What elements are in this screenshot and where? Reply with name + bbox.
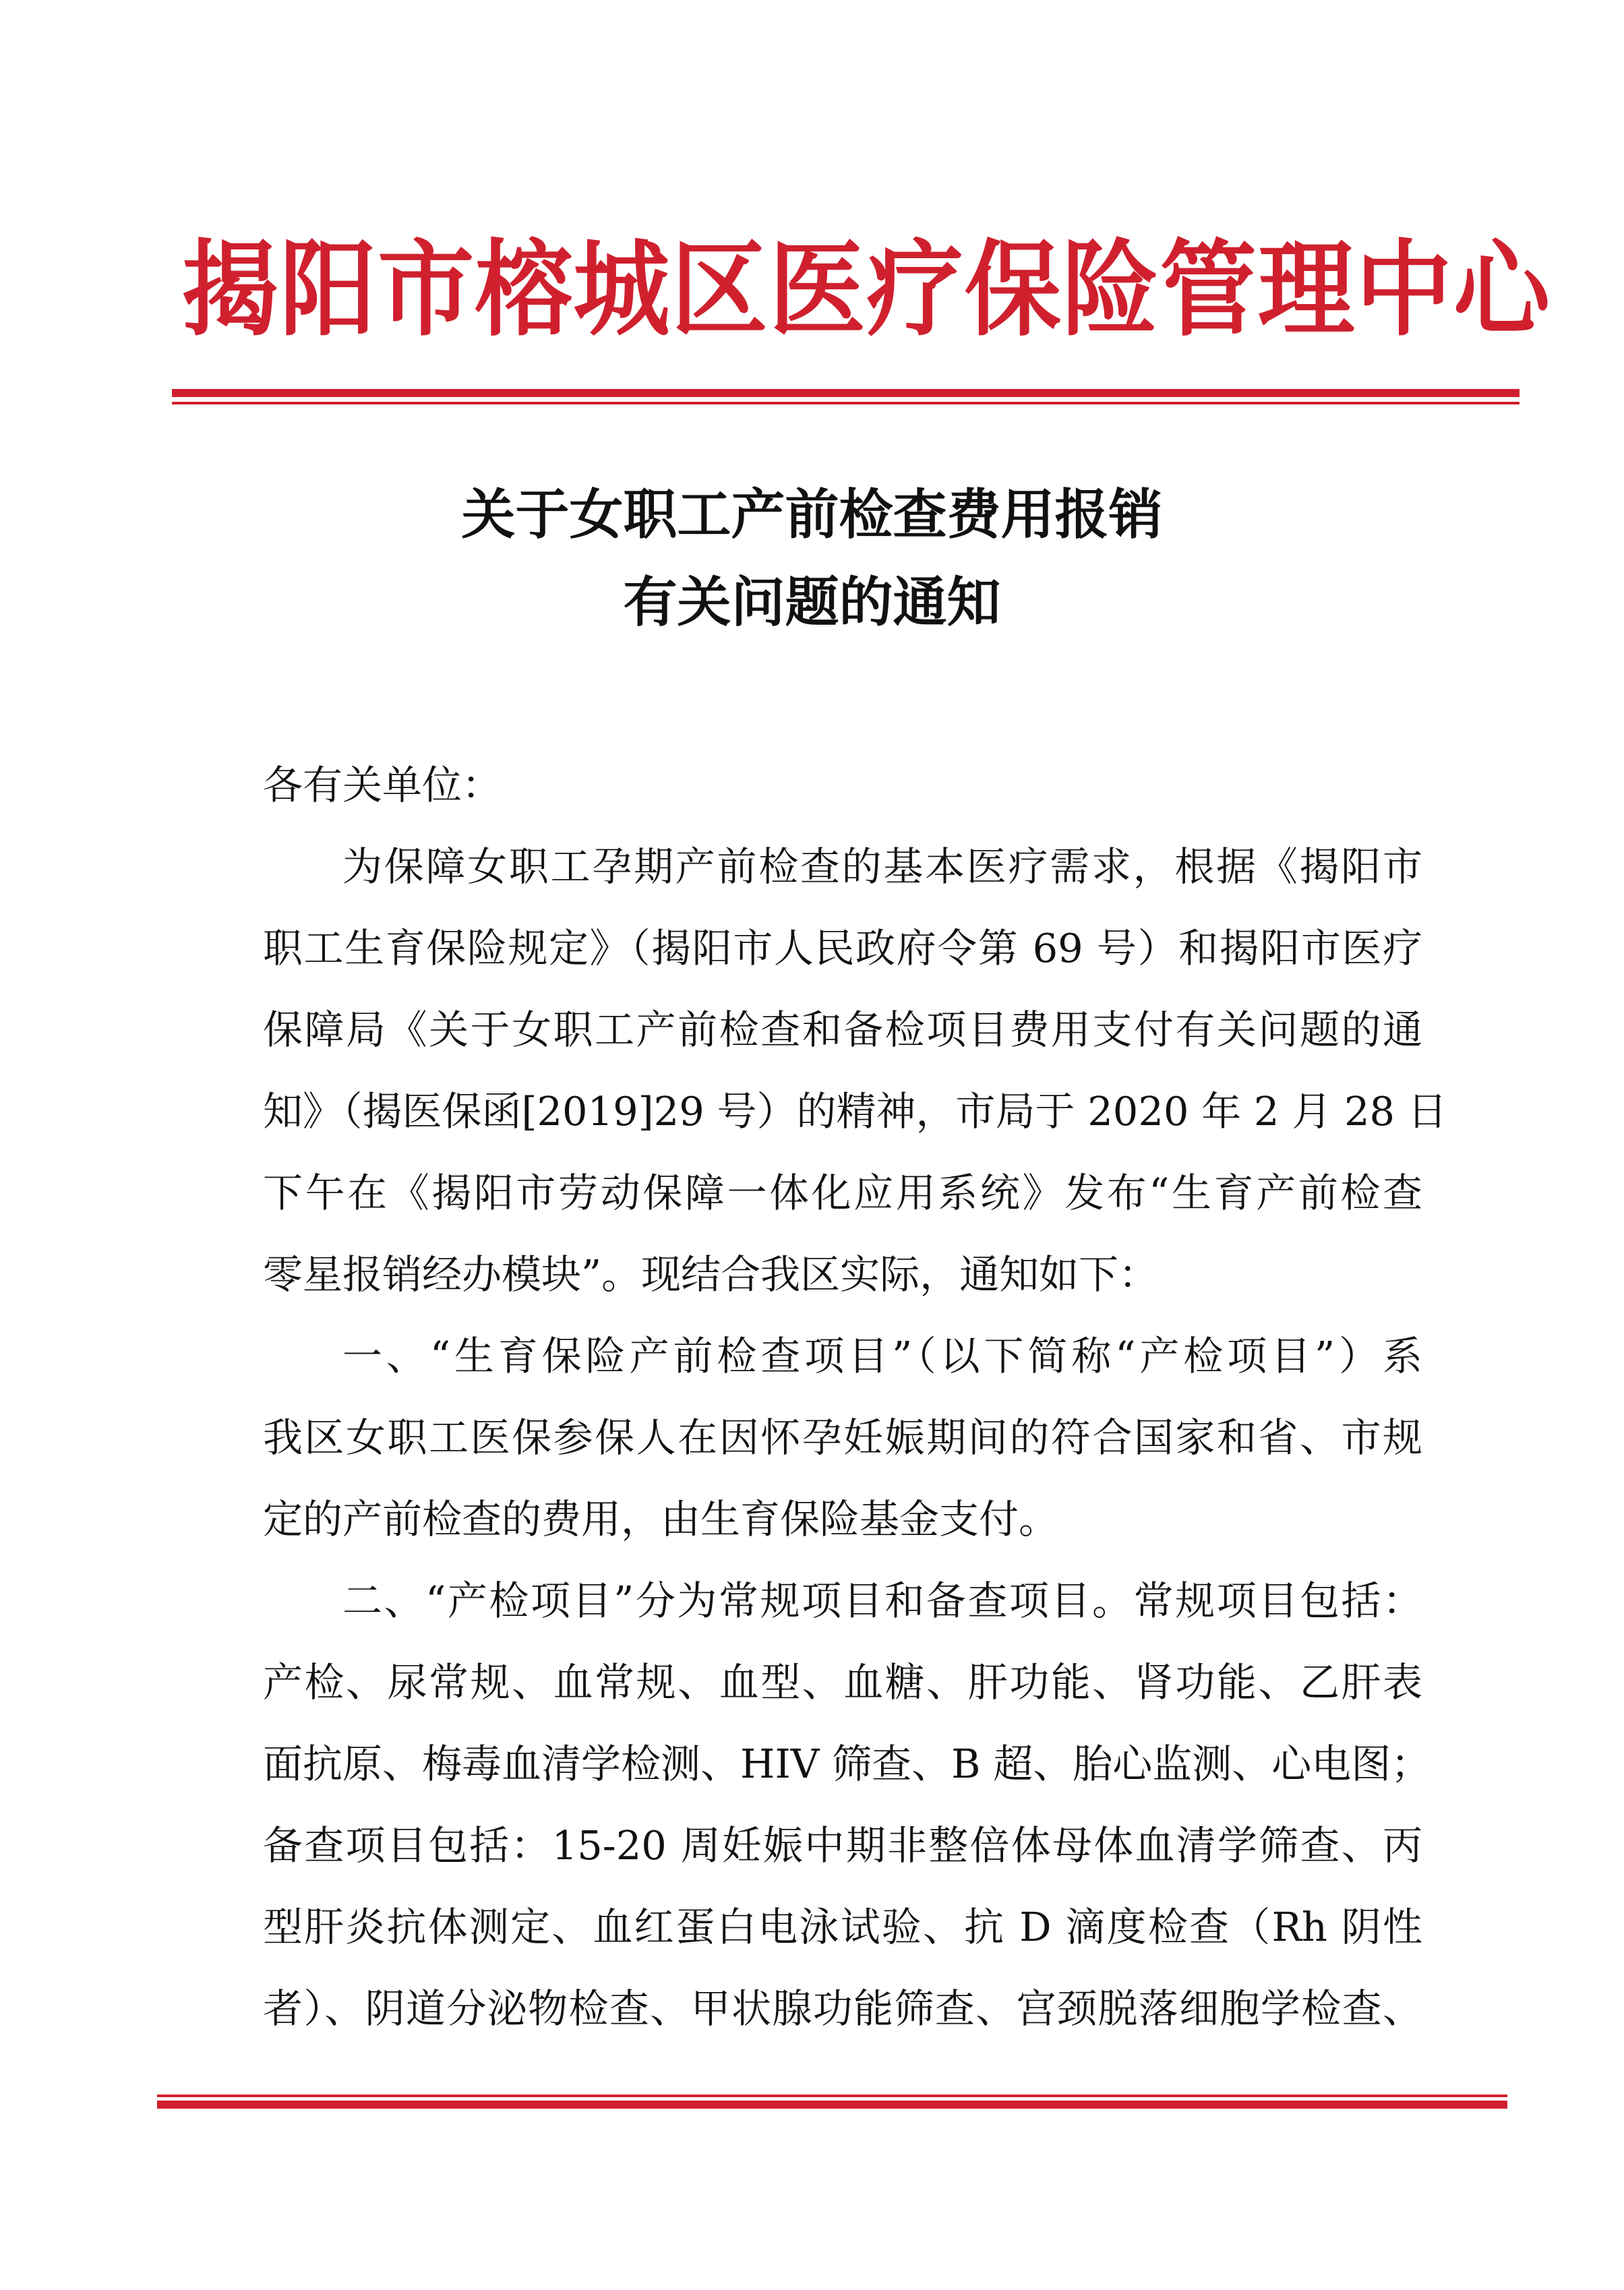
paragraph-line: 零星报销经办模块”。现结合我区实际，通知如下：	[263, 1251, 1159, 1298]
paragraph-line: 二、“产检项目”分为常规项目和备查项目。常规项目包括：	[342, 1577, 1422, 1624]
letterhead-red-rule-thin	[172, 402, 1520, 404]
document-title-line-2: 有关问题的通知	[623, 570, 1001, 634]
letterhead-org-name: 揭阳市榕城区医疗保险管理中心	[182, 229, 1552, 351]
paragraph-line: 职工生育保险规定》（揭阳市人民政府令第 69 号）和揭阳市医疗	[263, 925, 1422, 971]
paragraph-line: 一、“生育保险产前检查项目”（以下简称“产检项目”）系	[342, 1333, 1422, 1379]
paragraph-line: 型肝炎抗体测定、血红蛋白电泳试验、抗 D 滴度检查（Rh 阴性	[263, 1904, 1422, 1950]
paragraph-line: 备查项目包括：15-20 周妊娠中期非整倍体母体血清学筛查、丙	[263, 1822, 1422, 1869]
letterhead-red-rule-thick	[172, 389, 1520, 397]
paragraph-line: 我区女职工医保参保人在因怀孕妊娠期间的符合国家和省、市规	[263, 1414, 1422, 1461]
paragraph-1	[263, 826, 1447, 1315]
salutation: 各有关单位：	[263, 762, 502, 808]
footer-red-rule-thin	[157, 2095, 1507, 2097]
paragraph-line: 下午在《揭阳市劳动保障一体化应用系统》发布“生育产前检查	[263, 1170, 1422, 1216]
paragraph-line: 为保障女职工孕期产前检查的基本医疗需求，根据《揭阳市	[342, 843, 1422, 890]
paragraph-line: 定的产前检查的费用，由生育保险基金支付。	[263, 1496, 1059, 1542]
paragraph-line: 知》（揭医保函[2019]29 号）的精神，市局于 2020 年 2 月 28 日	[263, 1088, 1447, 1135]
paragraph-line: 面抗原、梅毒血清学检测、HIV 筛查、B 超、胎心监测、心电图；	[263, 1741, 1431, 1787]
document-title-line-1: 关于女职工产前检查费用报销	[461, 483, 1163, 546]
paragraph-line: 保障局《关于女职工产前检查和备检项目费用支付有关问题的通	[263, 1006, 1422, 1053]
paragraph-line: 产检、尿常规、血常规、血型、血糖、肝功能、肾功能、乙肝表	[263, 1659, 1422, 1706]
paragraph-2	[263, 1315, 1422, 1560]
paragraph-line: 者）、阴道分泌物检查、甲状腺功能筛查、宫颈脱落细胞学检查、	[263, 1985, 1422, 2032]
document-body	[263, 744, 1447, 2049]
footer-red-rule-thick	[157, 2101, 1507, 2109]
paragraph-3	[263, 1560, 1431, 2049]
